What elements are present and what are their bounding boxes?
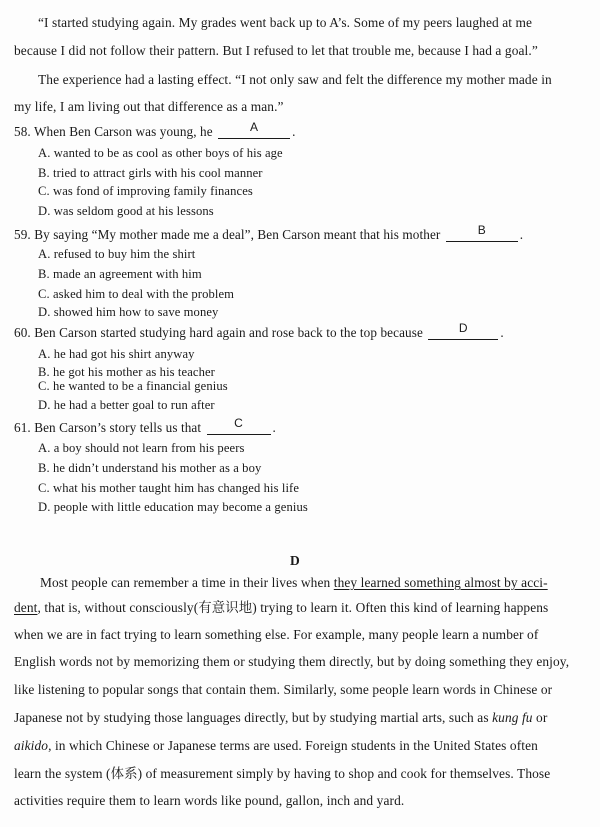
passage-c-line-4: my life, I am living out that difference as a man.” xyxy=(14,99,284,114)
section-d-line-6: Japanese not by studying those languages directly, but by studying martial arts, such as kung fu or xyxy=(14,710,548,725)
question-number: 58. xyxy=(14,124,31,139)
option-60-c: C. he wanted to be a financial genius xyxy=(38,379,228,393)
section-d-line-4: English words not by memorizing them or studying them directly, but by doing something they enjoy, xyxy=(14,654,570,669)
handwritten-answer: A xyxy=(250,120,259,134)
question-stem: Ben Carson’s story tells us that xyxy=(34,420,202,435)
question-number: 60. xyxy=(14,325,31,340)
option-61-a: A. a boy should not learn from his peers xyxy=(38,441,245,455)
question-58: 58. When Ben Carson was young, he A . xyxy=(14,120,296,139)
answer-blank xyxy=(428,321,498,340)
option-61-c: C. what his mother taught him has changed his life xyxy=(38,481,300,495)
option-60-b: B. he got his mother as his teacher xyxy=(38,365,215,379)
section-d-line-8: learn the system (体系) of measurement simply by having to shop and cook for themselves. Those xyxy=(14,766,551,781)
underlined-phrase-end: dent xyxy=(14,600,38,615)
question-number: 61. xyxy=(14,420,31,435)
section-d-line-2: dent, that is, without consciously(有意识地) trying to learn it. Often this kind of learning happens xyxy=(14,600,549,615)
option-59-c: C. asked him to deal with the problem xyxy=(38,287,235,301)
question-stem: When Ben Carson was young, he xyxy=(33,124,213,139)
option-61-d: D. people with little education may become a genius xyxy=(38,500,308,514)
question-60: 60. Ben Carson started studying hard again and rose back to the top because D . xyxy=(14,321,504,340)
question-61: 61. Ben Carson’s story tells us that C . xyxy=(14,416,276,435)
option-59-a: A. refused to buy him the shirt xyxy=(38,247,196,261)
answer-blank xyxy=(218,120,290,139)
option-58-a: A. wanted to be as cool as other boys of his age xyxy=(38,146,283,160)
option-58-c: C. was fond of improving family finances xyxy=(38,184,253,198)
option-60-d: D. he had a better goal to run after xyxy=(38,398,215,412)
answer-blank xyxy=(207,416,271,435)
question-stem: By saying “My mother made me a deal”, Ben Carson meant that his mother xyxy=(34,227,441,242)
underlined-phrase: they learned something almost by acci- xyxy=(333,575,548,590)
section-d-heading: D xyxy=(290,553,300,568)
option-58-b: B. tried to attract girls with his cool manner xyxy=(38,166,263,180)
handwritten-answer: C xyxy=(234,416,243,430)
handwritten-answer: B xyxy=(477,223,486,237)
question-number: 59. xyxy=(14,227,31,242)
section-d-line-9: activities require them to learn words like pound, gallon, inch and yard. xyxy=(14,793,405,808)
section-d-line-3: when we are in fact trying to learn something else. For example, many people learn a number of xyxy=(14,627,539,642)
option-58-d: D. was seldom good at his lessons xyxy=(38,204,214,218)
passage-c-line-1: “I started studying again. My grades went back up to A’s. Some of my peers laughed at me xyxy=(38,15,533,30)
section-d-line-5: like listening to popular songs that contain them. Similarly, some people learn words in Chinese or xyxy=(14,682,553,697)
question-stem: Ben Carson started studying hard again and rose back to the top because xyxy=(34,325,423,340)
handwritten-answer: D xyxy=(458,321,468,335)
answer-blank xyxy=(446,223,518,242)
italic-term: aikido xyxy=(14,738,49,753)
passage-c-line-2: because I did not follow their pattern. But I refused to let that trouble me, because I had a goal.” xyxy=(14,43,538,58)
italic-term: kung fu xyxy=(492,710,533,725)
section-d-line-7: aikido, in which Chinese or Japanese terms are used. Foreign students in the United States often xyxy=(14,738,538,753)
section-d-line-1: Most people can remember a time in their lives when they learned something almost by acci- xyxy=(40,575,548,590)
question-59: 59. By saying “My mother made me a deal”, Ben Carson meant that his mother B . xyxy=(14,223,524,242)
option-60-a: A. he had got his shirt anyway xyxy=(38,347,195,361)
option-59-b: B. made an agreement with him xyxy=(38,267,202,281)
option-59-d: D. showed him how to save money xyxy=(38,305,219,319)
passage-c-line-3: The experience had a lasting effect. “I not only saw and felt the difference my mother made in xyxy=(38,72,552,87)
option-61-b: B. he didn’t understand his mother as a boy xyxy=(38,461,262,475)
